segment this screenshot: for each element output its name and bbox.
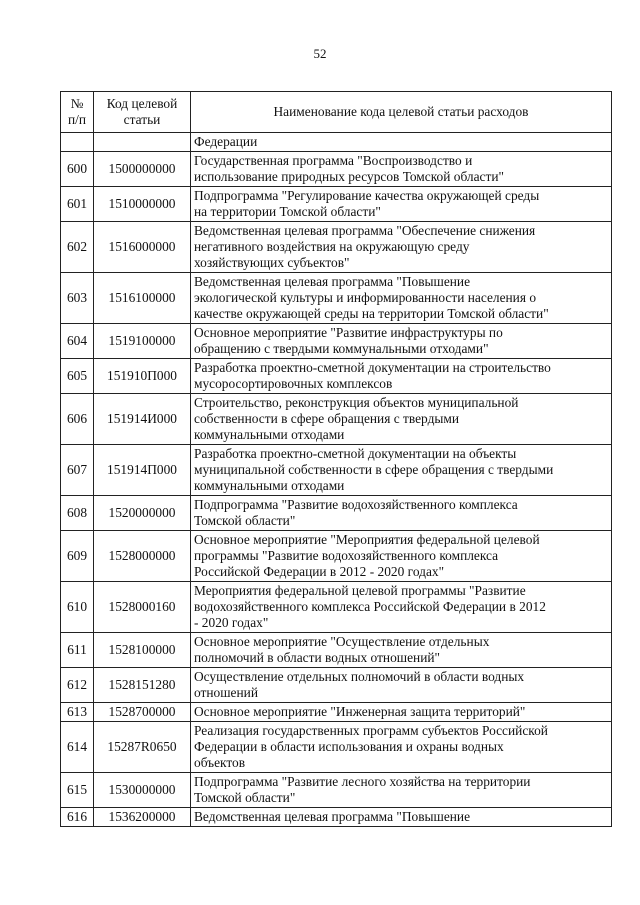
target-code: 1528100000 (94, 633, 191, 668)
target-code: 1520000000 (94, 496, 191, 531)
target-name (191, 703, 612, 722)
target-name-line: Основное мероприятие "Развитие инфраструктуры по (194, 325, 503, 340)
target-name (191, 531, 612, 582)
table-row (61, 722, 612, 773)
table-row (61, 273, 612, 324)
table-row (61, 531, 612, 582)
target-name (191, 222, 612, 273)
target-code: 15287R0650 (94, 722, 191, 773)
target-name (191, 273, 612, 324)
header-num-line2: п/п (67, 112, 87, 127)
target-name (191, 359, 612, 394)
row-number: 600 (61, 152, 94, 187)
table-row (61, 773, 612, 808)
header-num-line1: № (70, 96, 84, 111)
target-code: 151914И000 (94, 394, 191, 445)
target-code: 1528000160 (94, 582, 191, 633)
target-name (191, 668, 612, 703)
target-name-line: коммунальными отходами (194, 427, 345, 442)
target-code: 1516100000 (94, 273, 191, 324)
table-row (61, 222, 612, 273)
target-name (191, 722, 612, 773)
row-number: 613 (61, 703, 94, 722)
target-name-line: Федерации (194, 134, 258, 149)
target-name-line: - 2020 годах" (194, 615, 269, 630)
target-name-line: Государственная программа "Воспроизводство и (194, 153, 473, 168)
target-code: 1500000000 (94, 152, 191, 187)
target-code: 1528151280 (94, 668, 191, 703)
target-name-line: полномочий в области водных отношений" (194, 650, 440, 665)
target-name-line: собственности в сфере обращения с твердыми (194, 411, 460, 426)
table-row (61, 703, 612, 722)
header-code-line2: статьи (123, 112, 161, 127)
target-name (191, 152, 612, 187)
table-row (61, 152, 612, 187)
target-name-line: Разработка проектно-сметной документации на объекты (194, 446, 517, 461)
target-name-line: отношений (194, 685, 258, 700)
target-name-line: Томской области" (194, 790, 296, 805)
table-row (61, 633, 612, 668)
target-name-line: Ведомственная целевая программа "Повышение (194, 274, 471, 289)
target-name-line: Подпрограмма "Регулирование качества окружающей среды (194, 188, 540, 203)
target-name (191, 582, 612, 633)
target-name-line: Осуществление отдельных полномочий в области водных (194, 669, 525, 684)
target-name-line: водохозяйственного комплекса Российской Федерации в 2012 (194, 599, 546, 614)
row-number: 608 (61, 496, 94, 531)
target-name-line: Основное мероприятие "Мероприятия федеральной целевой (194, 532, 540, 547)
table-row (61, 187, 612, 222)
target-name-line: коммунальными отходами (194, 478, 345, 493)
header-name: Наименование кода целевой статьи расходов (191, 92, 612, 133)
target-code: 1510000000 (94, 187, 191, 222)
target-name-line: Ведомственная целевая программа "Обеспечение снижения (194, 223, 536, 238)
table-row (61, 133, 612, 152)
row-number: 616 (61, 808, 94, 827)
row-number (61, 133, 94, 152)
budget-code-table (60, 91, 612, 827)
target-name-line: мусоросортировочных комплексов (194, 376, 393, 391)
target-code: 1528700000 (94, 703, 191, 722)
row-number: 612 (61, 668, 94, 703)
table-row (61, 496, 612, 531)
header-code (94, 92, 191, 133)
target-code: 1519100000 (94, 324, 191, 359)
row-number: 610 (61, 582, 94, 633)
target-name (191, 187, 612, 222)
row-number: 611 (61, 633, 94, 668)
row-number: 601 (61, 187, 94, 222)
row-number: 602 (61, 222, 94, 273)
table-row (61, 445, 612, 496)
table-row (61, 359, 612, 394)
target-name-line: Подпрограмма "Развитие лесного хозяйства на территории (194, 774, 531, 789)
row-number: 614 (61, 722, 94, 773)
table-row (61, 582, 612, 633)
target-name-line: использование природных ресурсов Томской области" (194, 169, 504, 184)
table-row (61, 668, 612, 703)
target-name-line: негативного воздействия на окружающую среду (194, 239, 470, 254)
target-name-line: на территории Томской области" (194, 204, 381, 219)
target-name-line: Основное мероприятие "Инженерная защита территорий" (194, 704, 526, 719)
target-name (191, 133, 612, 152)
target-name-line: Разработка проектно-сметной документации на строительство (194, 360, 551, 375)
table-header-row (61, 92, 612, 133)
row-number: 609 (61, 531, 94, 582)
row-number: 607 (61, 445, 94, 496)
target-code: 1536200000 (94, 808, 191, 827)
target-code: 151914П000 (94, 445, 191, 496)
target-name-line: муниципальной собственности в сфере обращения с твердыми (194, 462, 554, 477)
target-name-line: обращению с твердыми коммунальными отходами" (194, 341, 489, 356)
target-code: 1530000000 (94, 773, 191, 808)
row-number: 604 (61, 324, 94, 359)
target-name-line: Основное мероприятие "Осуществление отдельных (194, 634, 490, 649)
table-body (61, 133, 612, 827)
target-name-line: Реализация государственных программ субъектов Российской (194, 723, 548, 738)
table-row (61, 808, 612, 827)
target-name (191, 394, 612, 445)
target-name-line: Ведомственная целевая программа "Повышение (194, 809, 471, 824)
target-name (191, 773, 612, 808)
target-name-line: программы "Развитие водохозяйственного комплекса (194, 548, 499, 563)
target-name-line: Строительство, реконструкция объектов муниципальной (194, 395, 519, 410)
table-row (61, 394, 612, 445)
target-code (94, 133, 191, 152)
target-name-line: Подпрограмма "Развитие водохозяйственного комплекса (194, 497, 518, 512)
row-number: 605 (61, 359, 94, 394)
target-name-line: Федерации в области использования и охраны водных (194, 739, 504, 754)
target-code: 1528000000 (94, 531, 191, 582)
target-name-line: Томской области" (194, 513, 296, 528)
target-name-line: качестве окружающей среды на территории Томской области" (194, 306, 549, 321)
target-name (191, 496, 612, 531)
target-name (191, 445, 612, 496)
target-name (191, 808, 612, 827)
page-number: 52 (313, 46, 327, 61)
target-name-line: объектов (194, 755, 246, 770)
target-code: 1516000000 (94, 222, 191, 273)
row-number: 615 (61, 773, 94, 808)
row-number: 603 (61, 273, 94, 324)
target-name-line: Российской Федерации в 2012 - 2020 годах" (194, 564, 445, 579)
row-number: 606 (61, 394, 94, 445)
table-row (61, 324, 612, 359)
target-name-line: экологической культуры и информированности населения о (194, 290, 537, 305)
header-code-line1: Код целевой (106, 96, 178, 111)
target-name (191, 633, 612, 668)
header-num (61, 92, 94, 133)
target-name-line: хозяйствующих субъектов" (194, 255, 350, 270)
target-code: 151910П000 (94, 359, 191, 394)
target-name-line: Мероприятия федеральной целевой программы "Развитие (194, 583, 526, 598)
target-name (191, 324, 612, 359)
